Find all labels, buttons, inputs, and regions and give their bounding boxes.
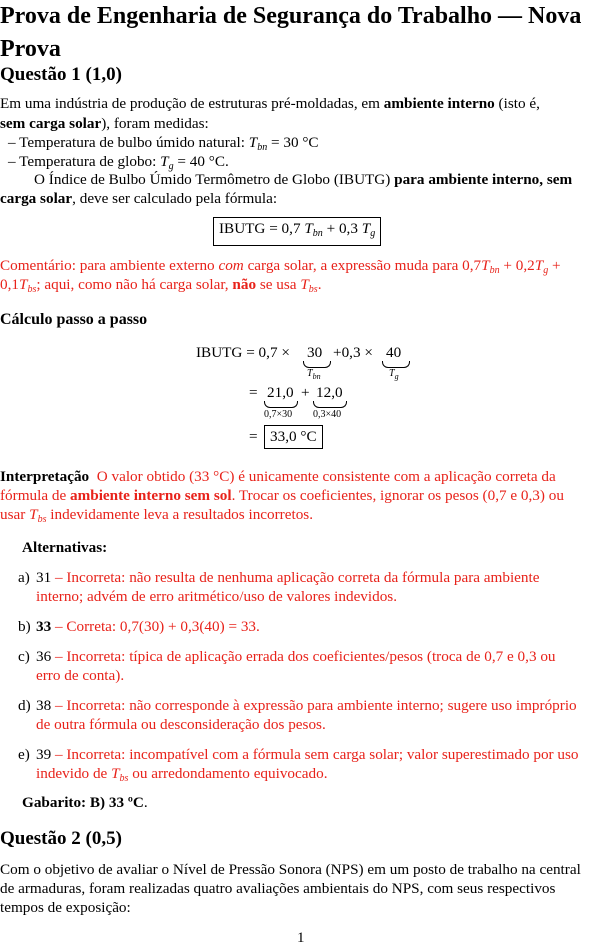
alt-c-label: c) [18, 648, 30, 665]
calc-value-21: 21,0 [267, 384, 294, 401]
label-0-3x40: 0,3×40 [313, 409, 342, 420]
calc-value-12: 12,0 [316, 384, 343, 401]
underbrace-12 [313, 401, 347, 408]
interpretation-line-3: usar $T_{bs}$ indevidamente leva a resultados incorretos. [0, 506, 313, 525]
alt-a-label: a) [18, 569, 30, 586]
alt-b-label: b) [18, 618, 31, 635]
calc-line-1-mid: +0,3 × [333, 344, 373, 361]
answer-key: Gabarito: B) 33 ºC. [22, 794, 148, 811]
alternatives-heading: Alternativas: [22, 539, 108, 556]
title-line-2: Prova [0, 36, 61, 62]
alt-e-line-1: 39 – Incorreta: incompatível com a fórmula sem carga solar; valor superestimado por uso [36, 746, 579, 763]
alt-d-line-2: de outra fórmula ou desconsideração dos pesos. [36, 716, 326, 733]
document-title [0, 0, 603, 66]
underbrace-40 [382, 361, 410, 368]
calc-eq-3: = [249, 428, 258, 445]
q1-intro-line-1: Em uma indústria de produção de estruturas pré-moldadas, em ambiente interno (isto é, [0, 95, 540, 112]
ibutg-formula-box: IBUTG = 0,7 $T_{bn} + 0,3$ $T_g$ [213, 217, 381, 246]
alt-a-line-1: 31 – Incorreta: não resulta de nenhuma aplicação correta da fórmula para ambiente [36, 569, 540, 586]
interpretation-line-2: fórmula de ambiente interno sem sol. Trocar os coeficientes, ignorar os pesos (0,7 e 0,3) ou [0, 487, 564, 504]
q1-item-wet-bulb: – Temperatura de bulbo úmido natural: $T_{bn} = 30$ °C [8, 134, 319, 153]
q1-intro-line-2: sem carga solar), foram medidas: [0, 115, 209, 132]
calc-plus: + [301, 384, 310, 401]
q2-line-2: de armaduras, foram realizadas quatro avaliações ambientais do NPS, com seus respectivos [0, 880, 556, 897]
alt-c-line-2: erro de conta). [36, 667, 125, 684]
title-line-1: Prova de Engenharia de Segurança do Trabalho — Nova [0, 3, 582, 29]
q2-line-1: Com o objetivo de avaliar o Nível de Pressão Sonora (NPS) em um posto de trabalho na central [0, 861, 581, 878]
alt-a-line-2: interno; advém de erro aritmético/uso de valores indevidos. [36, 588, 398, 605]
q1-ibutg-line-1: O Índice de Bulbo Úmido Termômetro de Globo (IBUTG) para ambiente interno, sem [34, 171, 573, 188]
label-0-7x30: 0,7×30 [264, 409, 293, 420]
question-1-heading: Questão 1 (1,0) [0, 64, 122, 85]
alt-e-label: e) [18, 746, 30, 763]
q1-ibutg-line-2: carga solar, deve ser calculado pela fórmula: [0, 190, 278, 207]
underbrace-30 [303, 361, 331, 368]
comment-line-2: $0,1T_{bs}$; aqui, como não há carga solar, não se usa $T_{bs}$. [0, 276, 322, 295]
alt-d-label: d) [18, 697, 31, 714]
alt-b-line-1: 33 – Correta: 0,7(30) + 0,3(40) = 33. [36, 618, 260, 635]
alt-d-line-1: 38 – Incorreta: não corresponde à expressão para ambiente interno; sugere uso impróprio [36, 697, 577, 714]
calc-line-1-lhs: IBUTG = 0,7 × [196, 344, 290, 361]
q2-line-3: tempos de exposição: [0, 899, 131, 916]
q1-item-globe: – Temperatura de globo: $T_g = 40$ °C. [8, 153, 229, 172]
calc-result-box: 33,0 °C [264, 425, 323, 449]
comment-line-1: Comentário: para ambiente externo com carga solar, a expressão muda para $0,7T_{bn} + 0,2T_g$ + [0, 257, 561, 276]
page-number: 1 [297, 930, 305, 946]
interpretation-line-1: Interpretação O valor obtido (33 °C) é unicamente consistente com a aplicação correta da [0, 468, 556, 485]
calc-eq-2: = [249, 384, 258, 401]
calc-value-40: 40 [386, 344, 402, 361]
calc-heading: Cálculo passo a passo [0, 311, 148, 328]
alt-c-line-1: 36 – Incorreta: típica de aplicação errada dos coeficientes/pesos (troca de 0,7 e 0,3 ou [36, 648, 556, 665]
calc-value-30: 30 [307, 344, 323, 361]
label-tbn: $T_{bn}$ [307, 368, 321, 381]
question-2-heading: Questão 2 (0,5) [0, 828, 122, 849]
label-tg: $T_g$ [389, 368, 399, 381]
alt-e-line-2: indevido de $T_{bs}$ ou arredondamento equivocado. [36, 765, 328, 784]
underbrace-21 [264, 401, 298, 408]
